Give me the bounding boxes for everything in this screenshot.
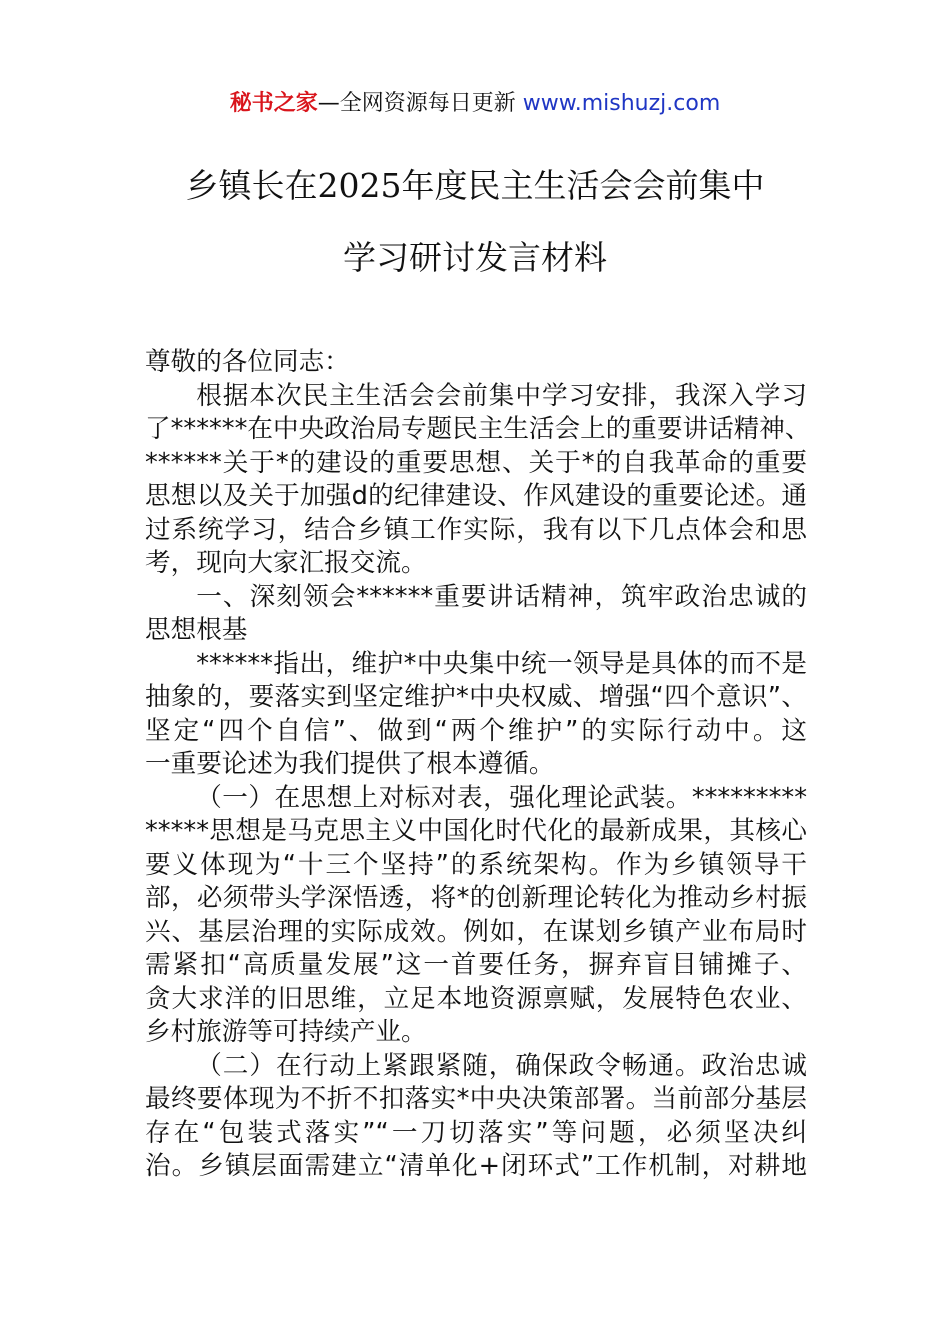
paragraph-subsection-2 xyxy=(145,1050,807,1184)
document-title xyxy=(60,160,890,284)
site-url-link[interactable]: www.mishuzj.com xyxy=(522,91,721,116)
text-line: 过系统学习，结合乡镇工作实际，我有以下几点体会和思 xyxy=(145,514,807,545)
text-line: 乡村旅游等可持续产业。 xyxy=(145,1017,427,1047)
text-line: （一）在思想上对标对表，强化理论武装。********* xyxy=(196,782,807,813)
text-line: 思想根基 xyxy=(145,615,248,645)
text-line: 需紧扣“高质量发展”这一首要任务，摒弃盲目铺摊子、 xyxy=(145,950,807,980)
title-line-1: 乡镇长在2025年度民主生活会会前集中 xyxy=(185,166,765,205)
text-line: 要义体现为“十三个坚持”的系统架构。作为乡镇领导干 xyxy=(145,849,807,880)
text-line: 部，必须带头学深悟透，将*的创新理论转化为推动乡村振 xyxy=(145,883,807,913)
text-line: 考，现向大家汇报交流。 xyxy=(145,548,427,578)
title-line-2: 学习研讨发言材料 xyxy=(343,238,607,277)
text-line: 根据本次民主生活会会前集中学习安排，我深入学习 xyxy=(196,380,807,411)
brand-name: 秘书之家 xyxy=(229,91,318,116)
site-header xyxy=(0,88,950,120)
text-line: 抽象的，要落实到坚定维护*中央权威、增强“四个意识”、 xyxy=(145,682,807,712)
paragraph-subsection-1 xyxy=(145,782,807,1050)
document-body xyxy=(145,346,811,1184)
text-line: ******关于*的建设的重要思想、关于*的自我革命的重要 xyxy=(145,447,807,478)
section-heading-1 xyxy=(145,581,807,648)
text-line: 思想以及关于加强d的纪律建设、作风建设的重要论述。通 xyxy=(145,481,807,511)
text-line: ******指出，维护*中央集中统一领导是具体的而不是 xyxy=(196,648,807,679)
salutation: 尊敬的各位同志： xyxy=(145,347,350,377)
text-line: 贪大求洋的旧思维，立足本地资源禀赋，发展特色农业、 xyxy=(145,983,807,1014)
text-line: *****思想是马克思主义中国化时代化的最新成果，其核心 xyxy=(145,816,807,846)
text-line: 一、深刻领会******重要讲话精神，筑牢政治忠诚的 xyxy=(196,581,807,612)
text-line: 坚定“四个自信”、做到“两个维护”的实际行动中。这 xyxy=(145,715,807,746)
text-line: 了******在中央政治局专题民主生活会上的重要讲话精神、 xyxy=(145,414,811,444)
header-tagline: —全网资源每日更新 xyxy=(317,91,523,116)
text-line: 兴、基层治理的实际成效。例如，在谋划乡镇产业布局时 xyxy=(145,916,807,947)
text-line: （二）在行动上紧跟紧随，确保政令畅通。政治忠诚 xyxy=(196,1050,807,1081)
paragraph-section-1 xyxy=(145,648,807,782)
text-line: 治。乡镇层面需建立“清单化+闭环式”工作机制，对耕地 xyxy=(145,1151,807,1181)
text-line: 最终要体现为不折不扣落实*中央决策部署。当前部分基层 xyxy=(145,1084,807,1114)
text-line: 存在“包装式落实”“一刀切落实”等问题，必须坚决纠 xyxy=(145,1117,807,1148)
text-line: 一重要论述为我们提供了根本遵循。 xyxy=(145,749,555,779)
paragraph-intro xyxy=(145,380,811,581)
